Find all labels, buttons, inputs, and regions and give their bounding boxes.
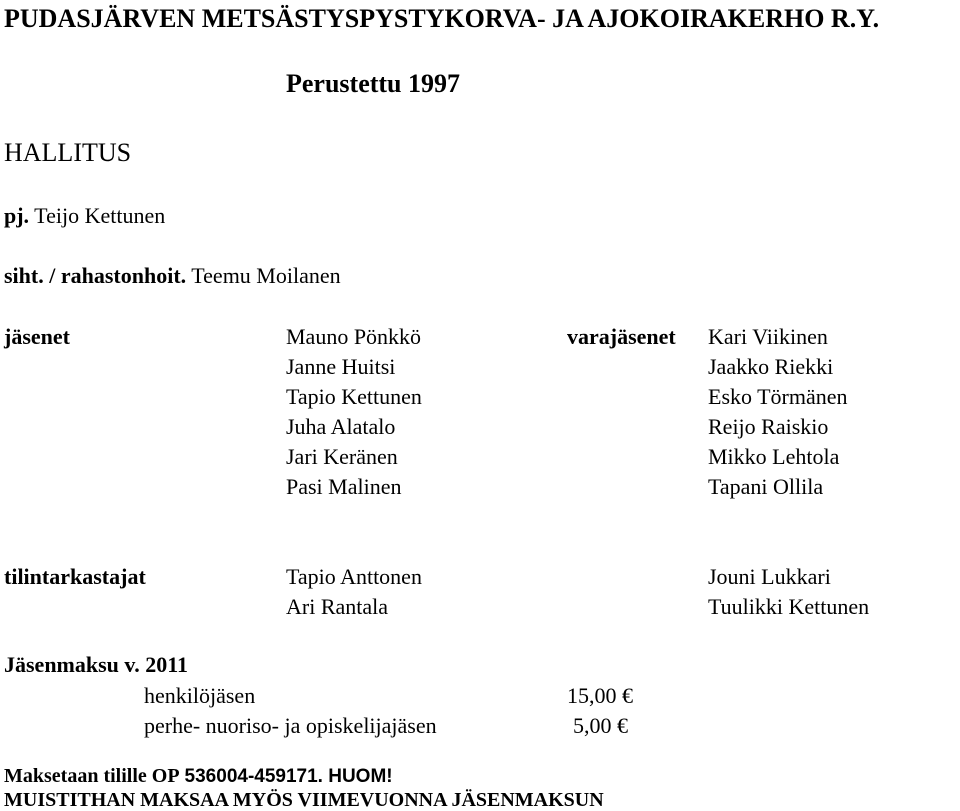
member-name: Juha Alatalo (286, 414, 396, 439)
fee-label: perhe- nuoriso- ja opiskelijajäsen (144, 713, 437, 738)
member-name: Jari Keränen (286, 444, 398, 469)
board-heading: HALLITUS (4, 138, 132, 167)
member-name: Mauno Pönkkö (286, 324, 422, 349)
payment-account-row (4, 766, 393, 786)
secretary-label: siht. / rahastonhoit. (4, 263, 187, 288)
club-title: PUDASJÄRVEN METSÄSTYSPYSTYKORVA- JA AJOKOIRAKERHO R.Y. (4, 4, 880, 33)
deputy-auditor-name: Tuulikki Kettunen (708, 594, 870, 619)
deputy-name: Esko Törmänen (708, 384, 848, 409)
founded-year: Perustettu 1997 (286, 69, 461, 98)
member-name: Pasi Malinen (286, 474, 402, 499)
member-name: Tapio Kettunen (286, 384, 422, 409)
payment-reminder: MUISTITHAN MAKSAA MYÖS VIIMEVUONNA JÄSENMAKSUN (4, 789, 604, 811)
chair-row (4, 205, 165, 227)
auditors-label: tilintarkastajat (4, 564, 146, 589)
chair-name: Teijo Kettunen (34, 203, 166, 228)
secretary-name: Teemu Moilanen (191, 263, 341, 288)
deputy-name: Jaakko Riekki (708, 354, 834, 379)
secretary-row (4, 265, 341, 287)
chair-label: pj. (4, 203, 30, 228)
fee-heading: Jäsenmaksu v. 2011 (4, 652, 188, 677)
fee-label: henkilöjäsen (144, 683, 256, 708)
fee-amount: 15,00 € (567, 683, 633, 708)
member-name: Janne Huitsi (286, 354, 396, 379)
fee-amount: 5,00 € (573, 713, 628, 738)
deputy-auditor-name: Jouni Lukkari (708, 564, 831, 589)
auditor-name: Tapio Anttonen (286, 564, 422, 589)
deputy-name: Reijo Raiskio (708, 414, 829, 439)
deputy-name: Tapani Ollila (708, 474, 824, 499)
deputies-label: varajäsenet (567, 324, 676, 349)
deputy-name: Mikko Lehtola (708, 444, 840, 469)
auditor-name: Ari Rantala (286, 594, 389, 619)
members-label: jäsenet (4, 324, 70, 349)
payment-account-number: 536004-459171. HUOM! (184, 766, 393, 787)
payment-account-text: Maksetaan tilille OP (4, 765, 180, 787)
deputy-name: Kari Viikinen (708, 324, 828, 349)
